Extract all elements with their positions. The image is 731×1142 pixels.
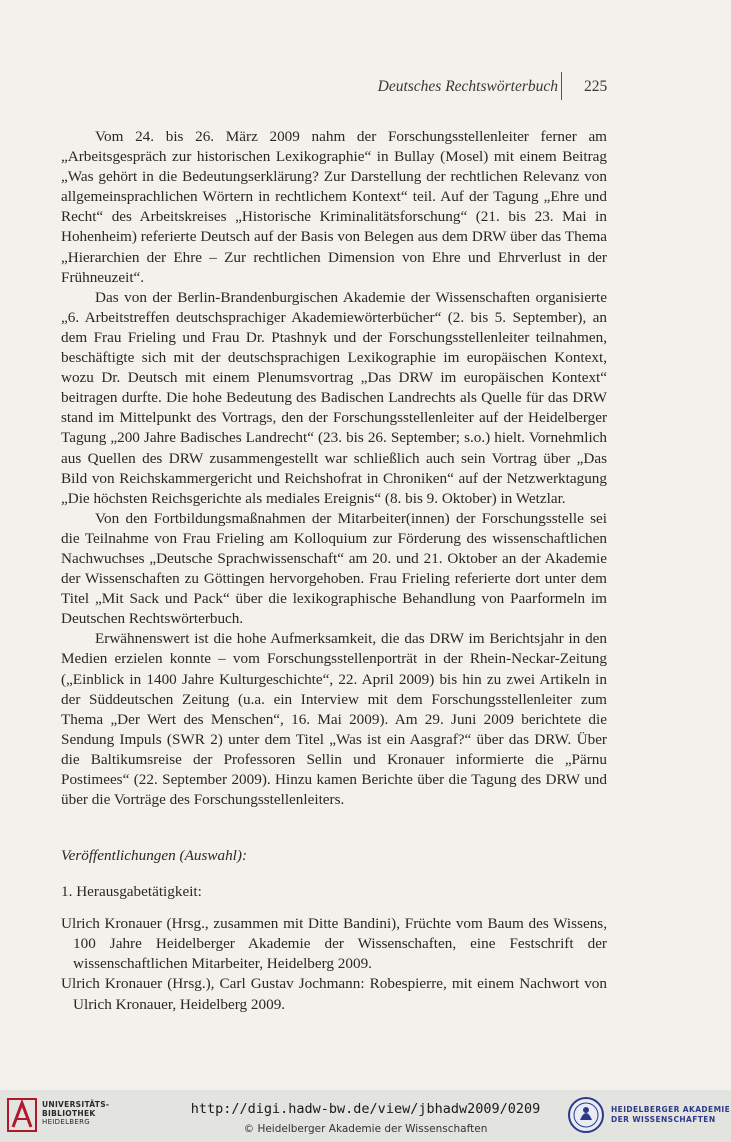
publications-section	[61, 846, 607, 1015]
running-header-title: Deutsches Rechtswörterbuch	[377, 78, 558, 95]
permalink-url[interactable]: http://digi.hadw-bw.de/view/jbhadw2009/0209	[190, 1101, 541, 1117]
academy-seal-icon[interactable]	[567, 1096, 605, 1134]
paragraph: Das von der Berlin-Brandenburgischen Akademie der Wissenschaften organisierte „6. Arbeitstreffen deutschsprachiger Akademiewörterbücher“ (2. bis 5. September), an dem Frau Frieling und Frau Dr. Ptashnyk und der Forschungsstellenleiter teilnahmen, beschäftigte sich mit der deutschsprachigen Lexikographie im europäischen Kontext, wozu Dr. Deutsch mit einem Plenumsvortrag „Das DRW im europäischen Kontext“ beitragen durfte. Die hohe Bedeutung des Badischen Landrechts als Quelle für das DRW stand im Mittelpunkt des Vortrags, den der Forschungsstellenleiter auf der Heidelberger Tagung „200 Jahre Badisches Landrecht“ (23. bis 26. September; s.o.) hielt. Vornehmlich aus Quellen des DRW zusammengestellt war schließlich auch sein Vortrag über „Das Bild von Reichskammergericht und Reichshofrat in Chroniken“ auf der Netzwerktagung „Die höchsten Reichsgerichte als mediales Ereignis“ (8. bis 9. Oktober) in Wetzlar.	[61, 288, 607, 507]
header-divider	[561, 72, 562, 100]
academy-name	[611, 1105, 730, 1125]
publications-heading: Veröffentlichungen (Auswahl):	[61, 847, 248, 864]
copyright-notice: © Heidelberger Akademie der Wissenschaften	[243, 1123, 488, 1135]
publication-entry: Ulrich Kronauer (Hrsg., zusammen mit Ditte Bandini), Früchte vom Baum des Wissens, 100 Jahre Heidelberger Akademie der Wissenschaften, eine Festschrift der wissenschaftlichen Mitarbeiter, Heidelberg 2009.	[61, 915, 607, 973]
publication-entry: Ulrich Kronauer (Hrsg.), Carl Gustav Jochmann: Robespierre, mit einem Nachwort von Ulrich Kronauer, Heidelberg 2009.	[61, 975, 607, 1013]
viewer-footer	[0, 1090, 731, 1142]
library-name-line: UNIVERSITÄTS-	[42, 1100, 110, 1109]
body-text	[61, 127, 607, 810]
academy-name-line: HEIDELBERGER AKADEMIE	[611, 1105, 731, 1114]
library-city: HEIDELBERG	[42, 1118, 90, 1126]
library-name-line: BIBLIOTHEK	[42, 1109, 96, 1118]
page-number: 225	[584, 78, 608, 95]
publications-subheading: 1. Herausgabetätigkeit:	[61, 883, 202, 901]
paragraph: Erwähnenswert ist die hohe Aufmerksamkeit, die das DRW im Berichtsjahr in den Medien erzielen konnte – vom Forschungsstellenporträt in der Rhein-Neckar-Zeitung („Einblick in 1400 Jahre Kulturgeschichte“, 22. April 2009) bis hin zu zwei Artikeln in der Süddeutschen Zeitung (u.a. ein Interview mit dem Forschungsstellenleiter zum Thema „Der Wert des Menschen“, 16. Mai 2009). Am 29. Juni 2009 berichtete die Sendung Impuls (SWR 2) unter dem Titel „Was ist ein Aasgraf?“ über das DRW. Über die Baltikumsreise der Professoren Sellin und Kronauer informierte die „Pärnu Postimees“ (22. September 2009). Hinzu kamen Berichte über die Tagung des DRW und über die Vorträge des Forschungsstellenleiters.	[61, 630, 607, 809]
paragraph: Von den Fortbildungsmaßnahmen der Mitarbeiter(innen) der Forschungsstelle sei die Teilnahme von Frau Frieling am Kolloquium zur Förderung des wissenschaftlichen Nachwuchses „Deutsche Sprachwissenschaft“ am 20. und 21. Oktober an der Akademie der Wissenschaften zu Göttingen hervorgehoben. Frau Frieling referierte dort unter dem Titel „Mit Sack und Pack“ über die lexikographische Behandlung von Paarformeln im Deutschen Rechtswörterbuch.	[61, 509, 607, 628]
running-header	[0, 78, 731, 102]
paragraph: Vom 24. bis 26. März 2009 nahm der Forschungsstellenleiter ferner am „Arbeitsgespräch zur historischen Lexikographie“ in Bullay (Mosel) mit einem Beitrag „Was gehört in die Bedeutungserklärung? Zur Darstellung der rechtlichen Relevanz von allgemeinsprachlichen Wörtern in rechtlichem Kontext“ teil. Auf der Tagung „Ehre und Recht“ des Arbeitskreises „Historische Kriminalitätsforschung“ (21. bis 23. Mai in Hohenheim) referierte Deutsch auf der Basis von Belegen aus dem DRW über das Thema „Hierarchien der Ehre – Zur rechtlichen Dimension von Ehre und Ehrverlust in der Frühneuzeit“.	[61, 128, 607, 286]
academy-name-line: DER WISSENSCHAFTEN	[611, 1115, 716, 1124]
